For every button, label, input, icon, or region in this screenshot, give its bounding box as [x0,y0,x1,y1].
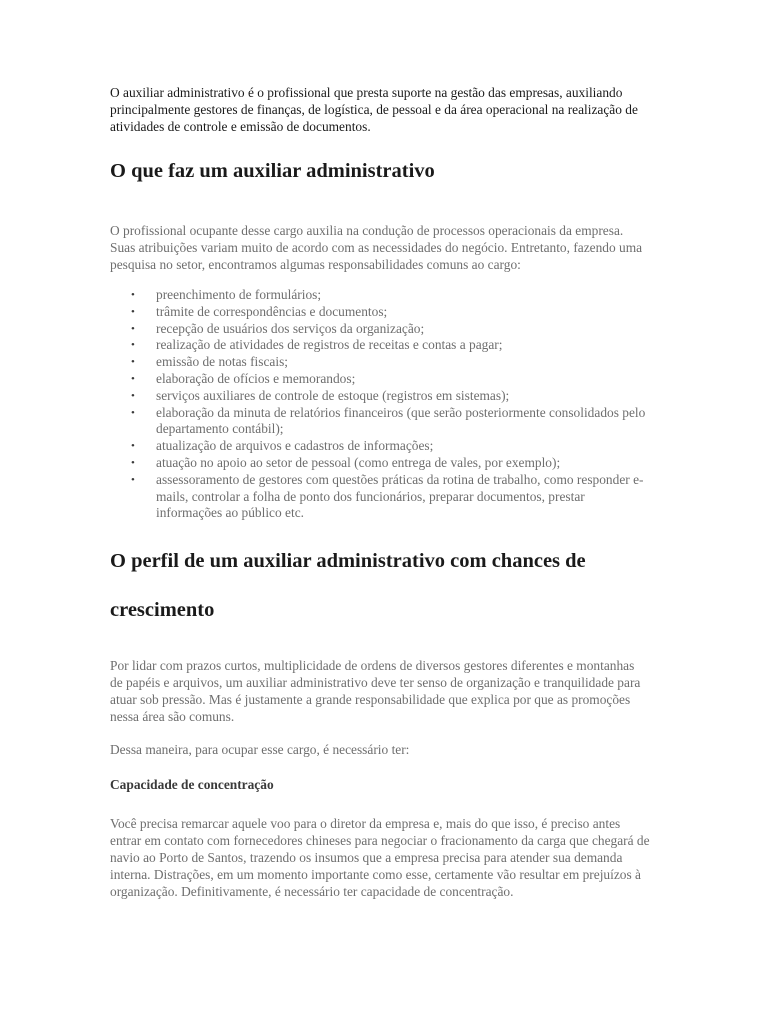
bullet-icon: • [131,339,135,352]
concentration-paragraph: Você precisa remarcar aquele voo para o diretor da empresa e, mais do que isso, é preciso antes entrar em contato com fornecedores chineses para negociar o fracionamento da carga que chegará de navio ao Porto de Santos, trazendo os insumos que a empresa precisa para atender sua demanda interna. Distrações, em um momento importante como esse, certamente vão resultar em prejuízos à organização. Definitivamente, é necessário ter capacidade de concentração. [110,816,650,900]
list-item [131,337,650,354]
bullet-icon: • [131,289,135,301]
list-item-text: atualização de arquivos e cadastros de informações; [156,438,434,454]
bullet-icon: • [131,372,135,385]
list-item-text: atuação no apoio ao setor de pessoal (como entrega de vales, por exemplo); [156,454,561,470]
bullet-icon: • [131,406,135,419]
list-item-text: elaboração de ofícios e memorandos; [156,370,356,386]
bullet-icon: • [131,356,135,369]
document-page [110,84,650,900]
list-item-text: serviços auxiliares de controle de estoque (registros em sistemas); [156,387,510,403]
list-item-text: emissão de notas fiscais; [156,354,289,370]
bullet-icon: • [131,322,135,335]
list-item [131,404,650,439]
section-paragraph-profile: Por lidar com prazos curtos, multiplicidade de ordens de diversos gestores diferentes e montanhas de papéis e arquivos, um auxiliar administrativo deve ter senso de organização e tranquilidade para atuar sob pressão. Mas é justamente a grande responsabilidade que explica por que as promoções nessa área são comuns. [110,658,641,725]
list-item-text: assessoramento de gestores com questões práticas da rotina de trabalho, como responder e-mails, controlar a folha de ponto dos funcionários, preparar documentos, prestar informações ao público etc. [156,471,644,521]
bullet-icon: • [131,473,135,486]
section-heading-what-does: O que faz um auxiliar administrativo [110,160,435,182]
bullet-icon: • [131,456,135,469]
list-item-text: elaboração da minuta de relatórios financeiros (que serão posteriormente consolidados pelo departamento contábil); [156,404,646,437]
list-item [131,354,650,371]
list-item-text: realização de atividades de registros de receitas e contas a pagar; [156,337,503,353]
list-item [131,303,650,321]
list-item [131,454,650,472]
list-item [131,320,650,338]
subheading-concentration: Capacidade de concentração [110,777,274,793]
list-item [131,287,650,304]
list-item-text: recepção de usuários dos serviços da organização; [156,320,425,336]
list-item [131,438,650,455]
intro-paragraph: O auxiliar administrativo é o profissional que presta suporte na gestão das empresas, auxiliando principalmente gestores de finanças, de logística, de pessoal e da área operacional na realização de atividades de controle e emissão de documentos. [110,85,638,134]
list-item [131,387,650,405]
section-paragraph-what-does: O profissional ocupante desse cargo auxilia na condução de processos operacionais da empresa. Suas atribuições variam muito de acordo com as necessidades do negócio. Entretanto, fazendo uma pesquisa no setor, encontramos algumas responsabilidades comuns ao cargo: [110,223,643,272]
section-heading-profile: O perfil de um auxiliar administrativo com chances de crescimento [110,550,586,622]
list-item-text: trâmite de correspondências e documentos; [156,303,388,319]
list-item [131,471,650,522]
bullet-icon: • [131,305,135,318]
list-item [131,370,650,388]
list-item-text: preenchimento de formulários; [156,287,322,302]
bullet-icon: • [131,440,135,453]
bullet-icon: • [131,389,135,402]
responsibilities-list [110,287,650,522]
requirements-intro-paragraph: Dessa maneira, para ocupar esse cargo, é necessário ter: [110,742,410,758]
